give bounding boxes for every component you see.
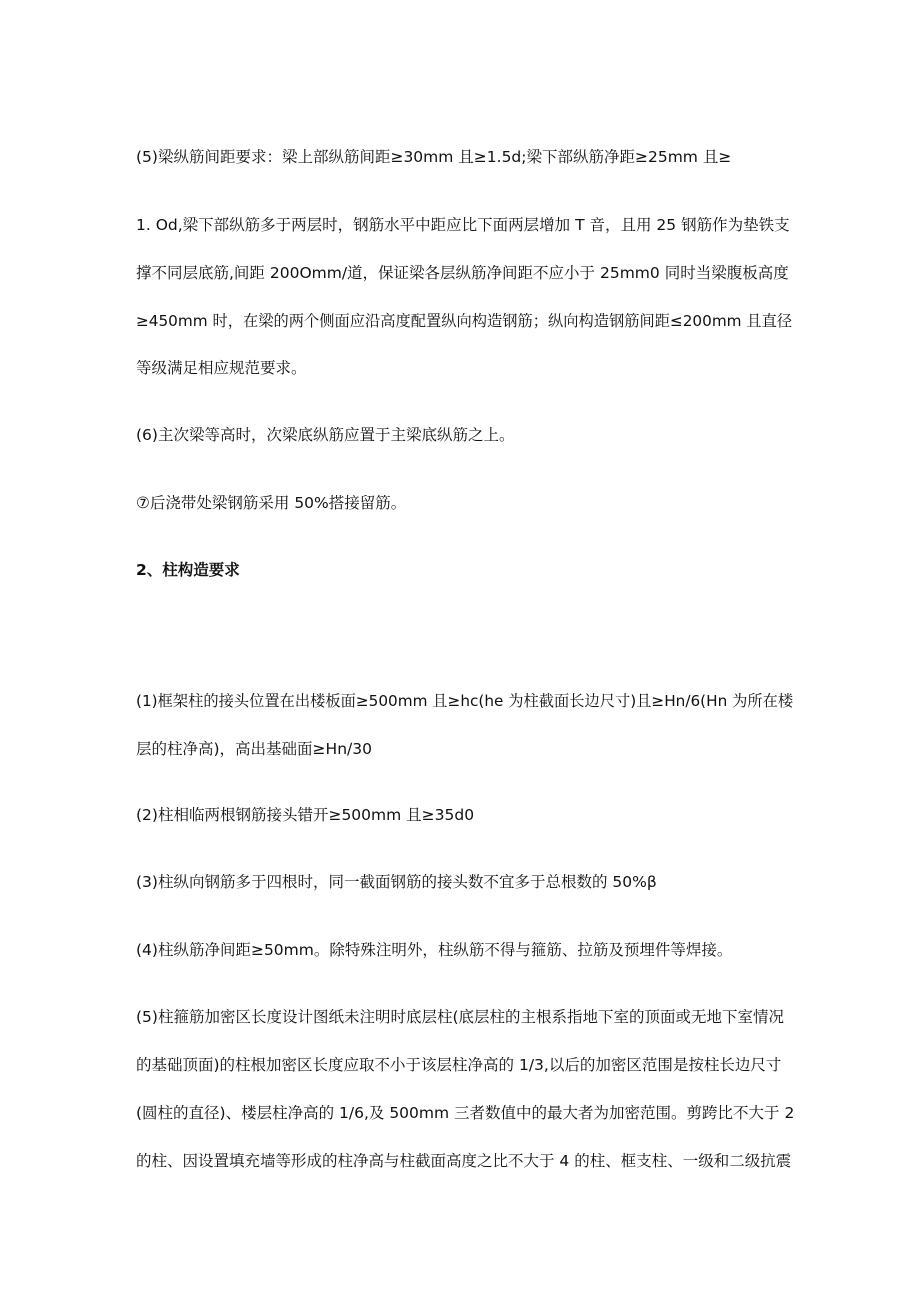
text-line-stirrup-zone-3: (圆柱的直径)、楼层柱净高的 1/6,及 500mm 三者数值中的最大者为加密范围。剪跨比不大于 2 [136,1104,795,1122]
text-line-bar-support: 撑不同层底筋,间距 200Omm/道，保证梁各层纵筋净间距不应小于 25mm0 同时当梁腹板高度 [136,264,789,282]
text-line-post-pour-strip: ⑦后浇带处梁钢筋采用 50%搭接留筋。 [136,494,407,512]
text-line-joint-count: (3)柱纵向钢筋多于四根时，同一截面钢筋的接头数不宜多于总根数的 50%β [136,873,657,891]
text-line-stirrup-zone-2: 的基础顶面)的柱根加密区长度应取不小于该层柱净高的 1/3,以后的加密区范围是按柱长边尺寸 [136,1056,782,1074]
text-line-column-joint-position: (1)框架柱的接头位置在出楼板面≥500mm 且≥hc(he 为柱截面长边尺寸)且≥Hn∕6(Hn 为所在楼 [136,692,794,710]
text-line-beam-spacing: (5)梁纵筋间距要求：梁上部纵筋间距≥30mm 且≥1.5d;梁下部纵筋净距≥25mm 且≥ [136,148,732,166]
text-line-column-clear-height: 层的柱净高)，高出基础面≥Hn∕30 [136,740,372,758]
text-line-stirrup-zone-1: (5)柱箍筋加密区长度设计图纸未注明时底层柱(底层柱的主根系指地下室的顶面或无地下室情况 [136,1008,785,1026]
text-line-column-bar-spacing: (4)柱纵筋净间距≥50mm。除特殊注明外，柱纵筋不得与箍筋、拉筋及预埋件等焊接。 [136,941,733,959]
text-line-main-secondary-beam: (6)主次梁等高时，次梁底纵筋应置于主梁底纵筋之上。 [136,426,515,444]
text-line-spec-requirement: 等级满足相应规范要求。 [136,359,307,377]
text-line-stirrup-zone-4: 的柱、因设置填充墙等形成的柱净高与柱截面高度之比不大于 4 的柱、框支柱、一级和二级抗震 [136,1152,792,1170]
text-line-joint-stagger: (2)柱相临两根钢筋接头错开≥500mm 且≥35d0 [136,806,475,824]
text-line-side-bars: ≥450mm 时，在梁的两个侧面应沿高度配置纵向构造钢筋；纵向构造钢筋间距≤200mm 且直径 [136,312,793,330]
section-heading-column: 2、柱构造要求 [136,561,240,579]
text-line-beam-bottom-bars: 1. Od,梁下部纵筋多于两层时，钢筋水平中距应比下面两层增加 T 音，且用 25 钢筋作为垫铁支 [136,216,790,234]
